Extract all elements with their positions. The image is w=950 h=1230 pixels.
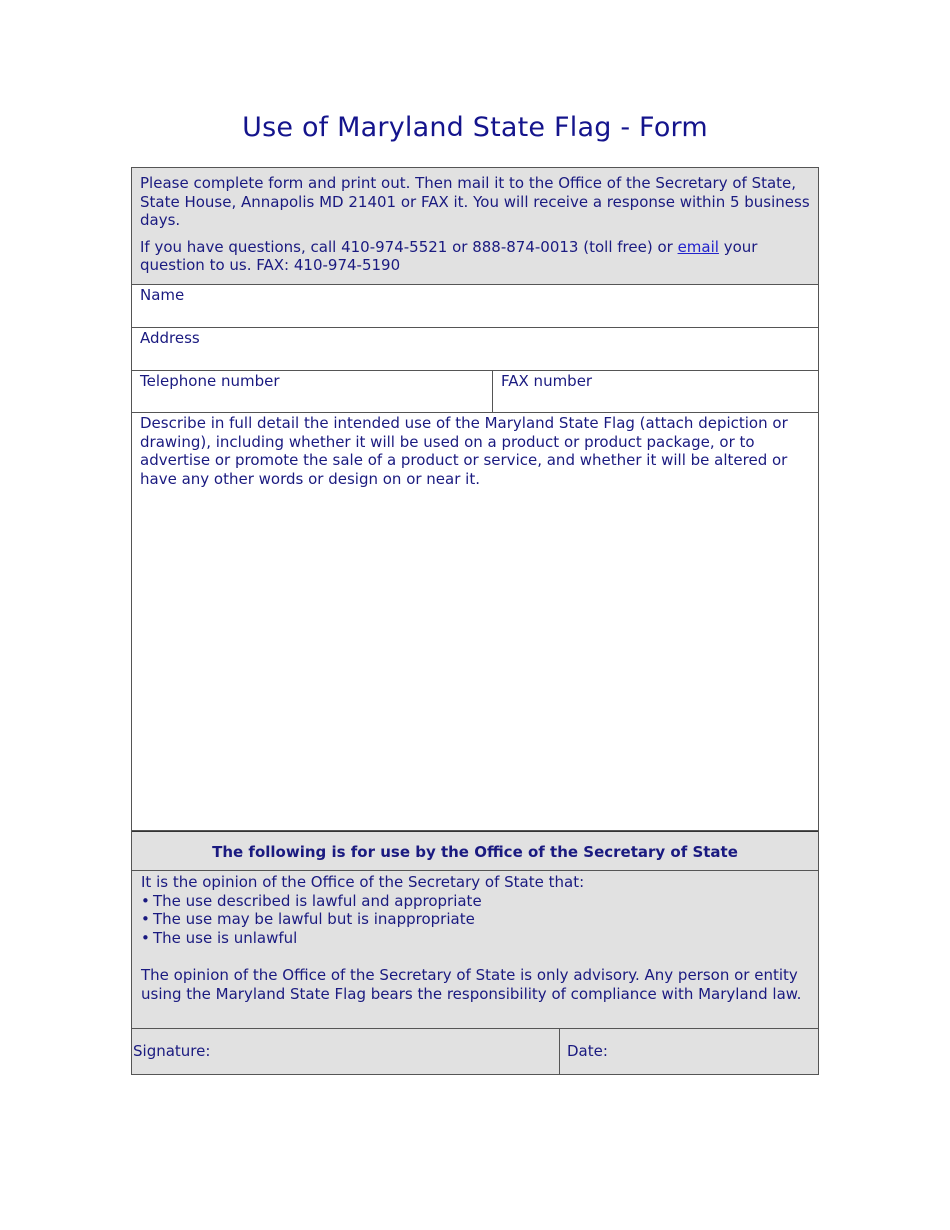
advisory-text: The opinion of the Office of the Secretary of State is only advisory. Any person or entity using the Maryland State Flag bears the responsibility of compliance with Maryland law. [141, 965, 802, 1003]
signature-field[interactable] [132, 1029, 560, 1074]
date-field[interactable] [560, 1029, 818, 1074]
opinion-option-lawful: • The use described is lawful and appropriate [141, 892, 810, 911]
contact-text [140, 238, 810, 275]
opinion-options [141, 892, 810, 948]
telephone-label: Telephone number [140, 372, 280, 390]
address-field[interactable] [132, 328, 818, 371]
opinion-option-inappropriate: • The use may be lawful but is inappropriate [141, 910, 810, 929]
intended-use-field[interactable] [132, 413, 818, 831]
name-label: Name [140, 286, 185, 304]
signature-label: Signature: [133, 1042, 211, 1060]
telephone-field[interactable] [132, 371, 493, 412]
name-field[interactable] [132, 285, 818, 328]
flag-use-form [131, 167, 819, 1075]
page-title: Use of Maryland State Flag - Form [242, 112, 708, 143]
opinion-intro: It is the opinion of the Office of the Secretary of State that: [141, 873, 585, 891]
contact-text-end: your question to us. FAX: 410-974-5190 [140, 237, 758, 275]
signature-row [132, 1029, 818, 1074]
instructions-section [132, 168, 818, 285]
address-label: Address [140, 329, 200, 347]
email-link[interactable]: email [677, 237, 719, 256]
fax-field[interactable] [493, 371, 818, 412]
fax-label: FAX number [501, 372, 593, 390]
contact-text-start: If you have questions, call 410-974-5521 or 888-874-0013 (toll free) or [140, 237, 678, 256]
intended-use-label: Describe in full detail the intended use of the Maryland State Flag (attach depiction or drawing), including whether it will be used on a product or product package, or to advertise or promote the sale of a product or service, and whether it will be altered or have any other words or design on or near it. [140, 414, 788, 488]
opinion-option-unlawful: • The use is unlawful [141, 929, 810, 948]
instructions-text: Please complete form and print out. Then mail it to the Office of the Secretary of State, State House, Annapolis MD 21401 or FAX it. You will receive a response within 5 business days. [140, 174, 810, 230]
phone-fax-row [132, 371, 818, 413]
date-label: Date: [567, 1042, 608, 1060]
office-use-heading: The following is for use by the Office of the Secretary of State [132, 831, 818, 871]
opinion-section [132, 871, 818, 1029]
